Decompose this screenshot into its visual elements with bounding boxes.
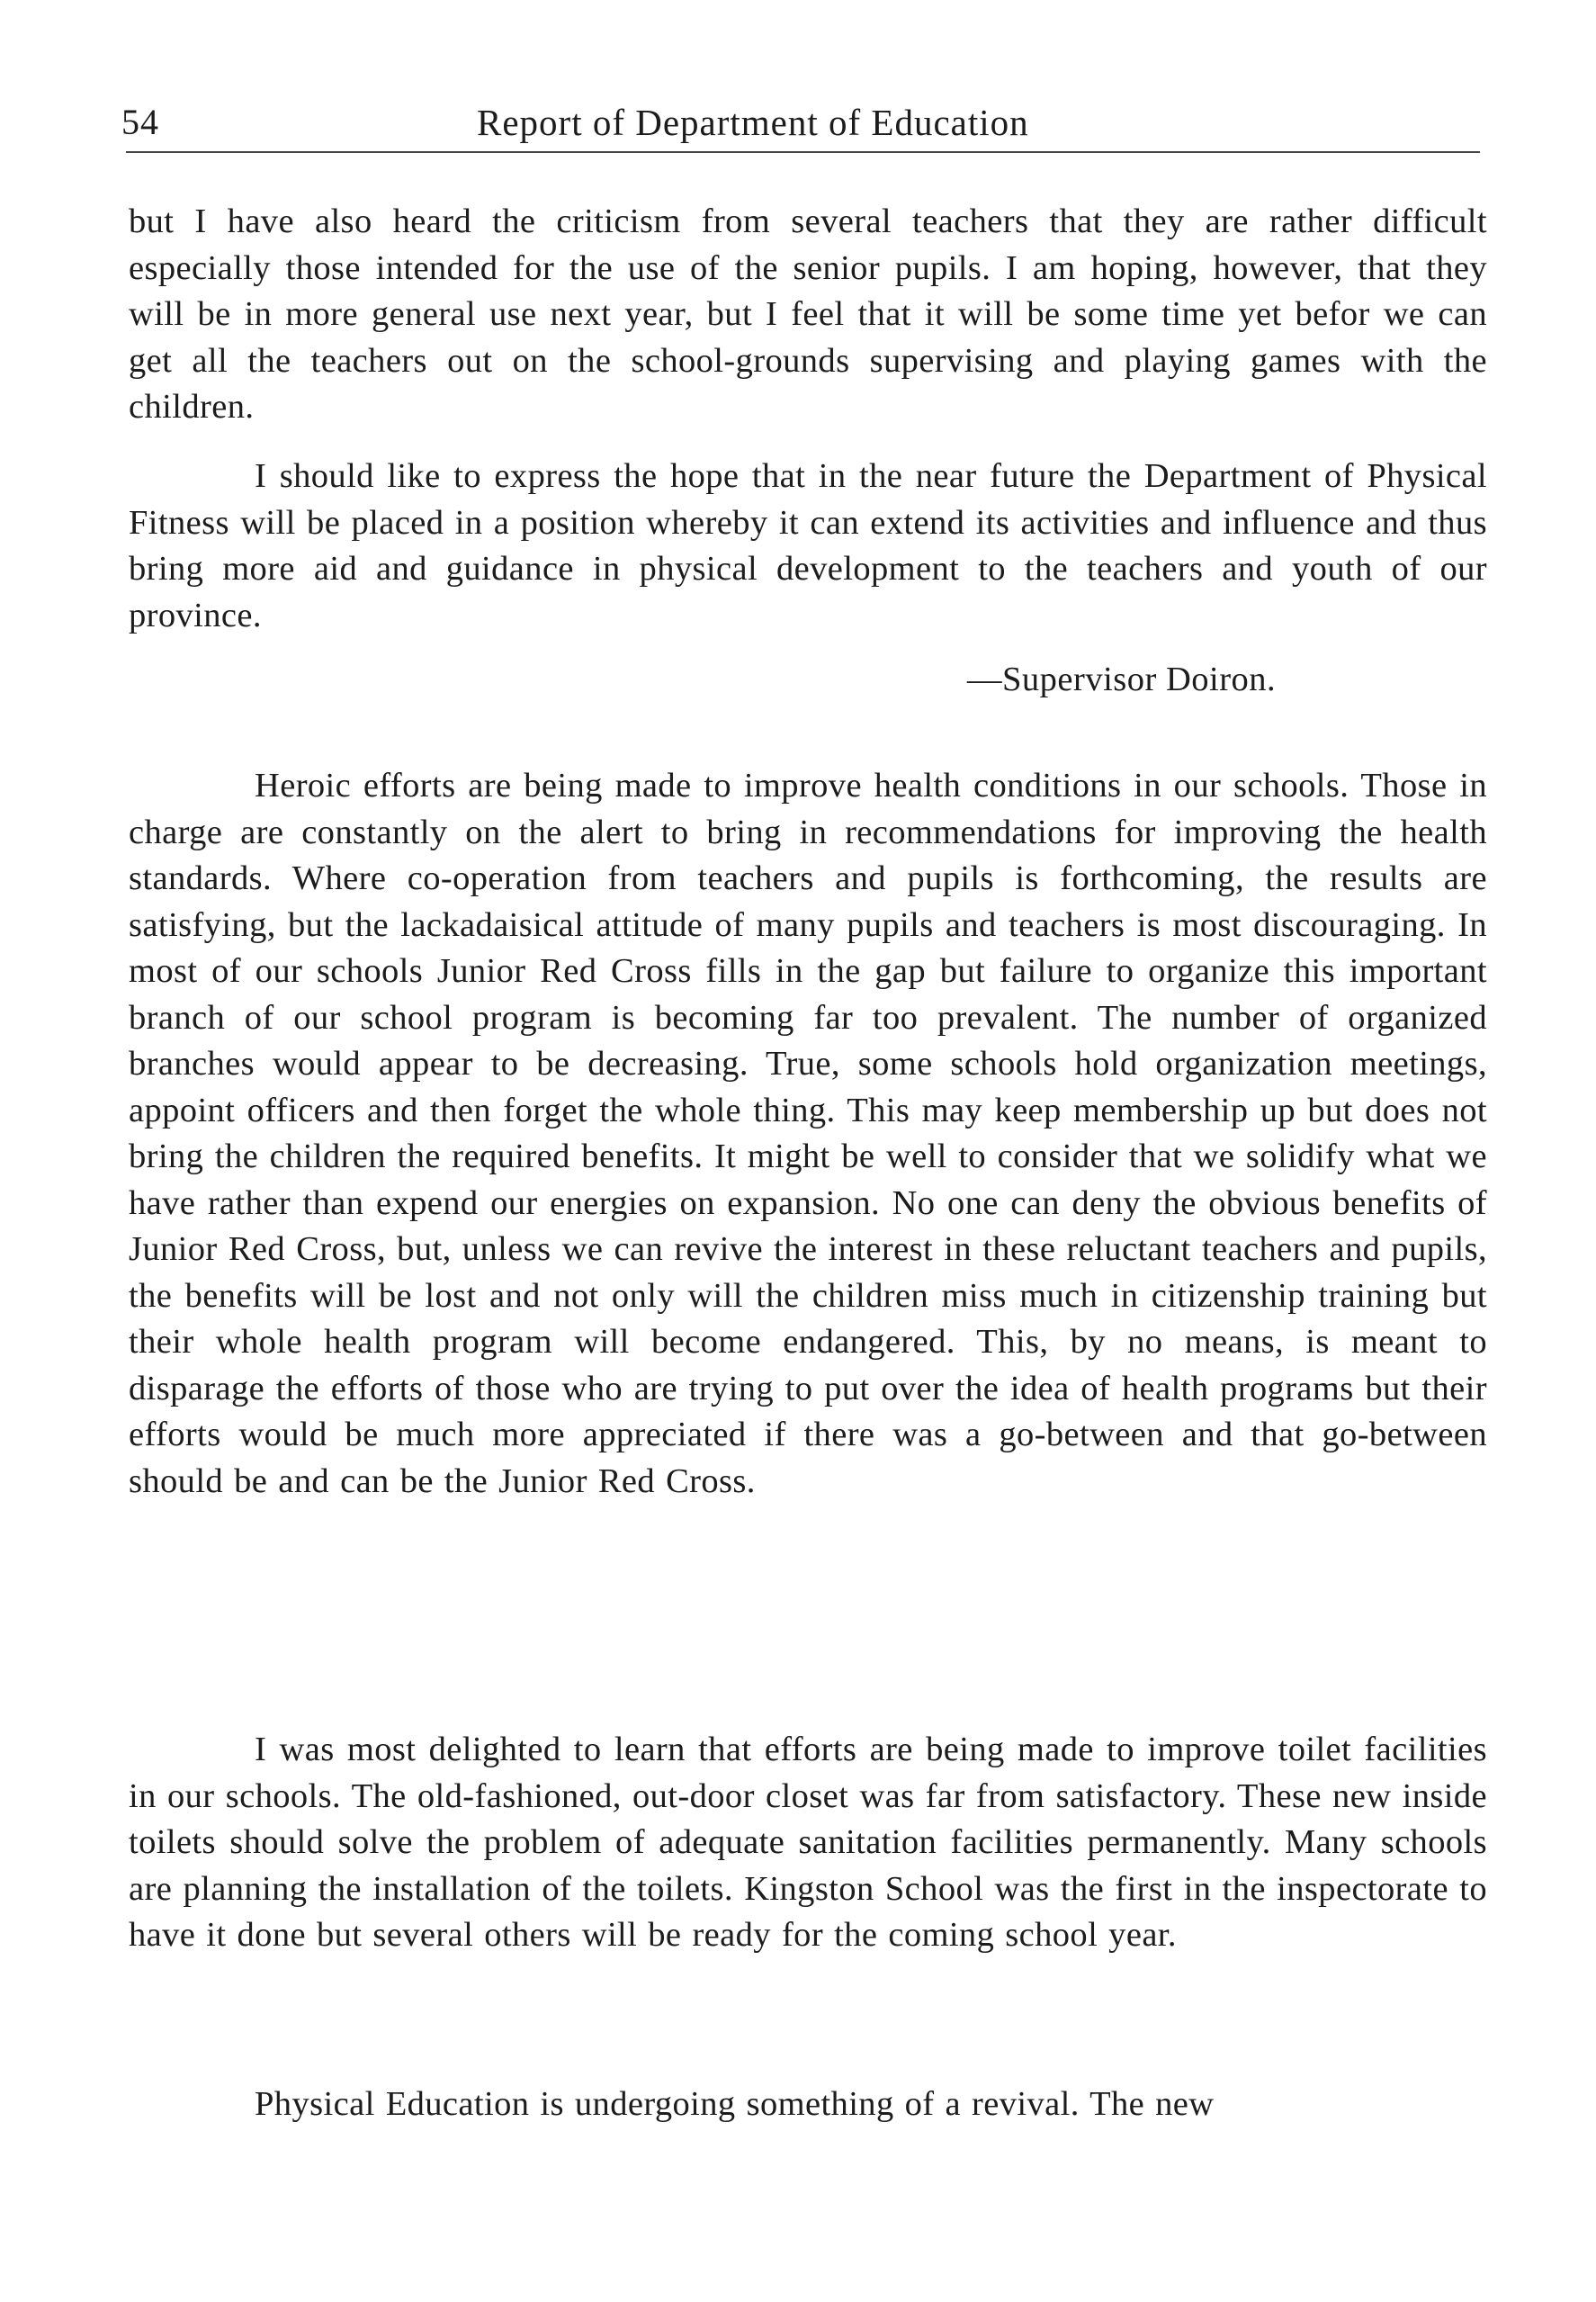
paragraph-text: I should like to express the hope that in the near future the Department of Physical Fitness will be placed in a position whereby it can extend its activities and influence and thus bring more aid and guidance in physical development to the teachers and youth of our province. [129, 457, 1487, 634]
header-divider [126, 151, 1480, 153]
paragraph-toilet-facilities [129, 1727, 1487, 1959]
paragraph-text: but I have also heard the criticism from several teachers that they are rather difficult especially those intended for the use of the senior pupils. I am hoping, however, that they will be in more general use next year, but I feel that it will be some time yet befor we can get all the teachers out on the school-grounds supervising and playing games with the children. [129, 202, 1487, 426]
paragraph-text: Physical Education is undergoing something of a revival. The new [255, 2085, 1215, 2123]
page-number: 54 [121, 102, 159, 142]
paragraph-physical-fitness [129, 454, 1487, 639]
paragraph-text: I was most delighted to learn that efforts are being made to improve toilet facilities in our schools. The old-fashioned, out-door closet was far from satisfactory. These new inside toilets should solve the problem of adequate sanitation facilities permanently. Many schools are planning the installation of the toilets. Kingston School was the first in the inspectorate to have it done but several others will be ready for the coming school year. [129, 1731, 1487, 1954]
running-header [121, 101, 1480, 155]
paragraph-health-conditions [129, 763, 1487, 1505]
paragraph-physical-education [129, 2082, 1487, 2128]
paragraph-text: Heroic efforts are being made to improve health conditions in our schools. Those in charge are constantly on the alert to bring in recommendations for improving the health standards. Where co-operation from teachers and pupils is forthcoming, the results are satisfying, but the lackadaisical attitude of many pupils and teachers is most discouraging. In most of our schools Junior Red Cross fills in the gap but failure to organize this important branch of our school program is becoming far too prevalent. The number of organized branches would appear to be decreasing. True, some schools hold organization meetings, appoint officers and then forget the whole thing. This may keep membership up but does not bring the children the required benefits. It might be well to consider that we solidify what we have rather than expend our energies on expansion. No one can deny the obvious benefits of Junior Red Cross, but, unless we can revive the interest in these reluctant teachers and pupils, the benefits will be lost and not only will the children miss much in citizenship training but their whole health program will become endangered. This, by no means, is meant to disparage the efforts of those who are trying to put over the idea of health programs but their efforts would be much more appreciated if there was a go-between and that go-between should be and can be the Junior Red Cross. [129, 767, 1487, 1500]
paragraph-continuation [129, 199, 1487, 431]
page-header-title: Report of Department of Education [477, 102, 1029, 143]
signature: —Supervisor Doiron. [967, 661, 1277, 698]
